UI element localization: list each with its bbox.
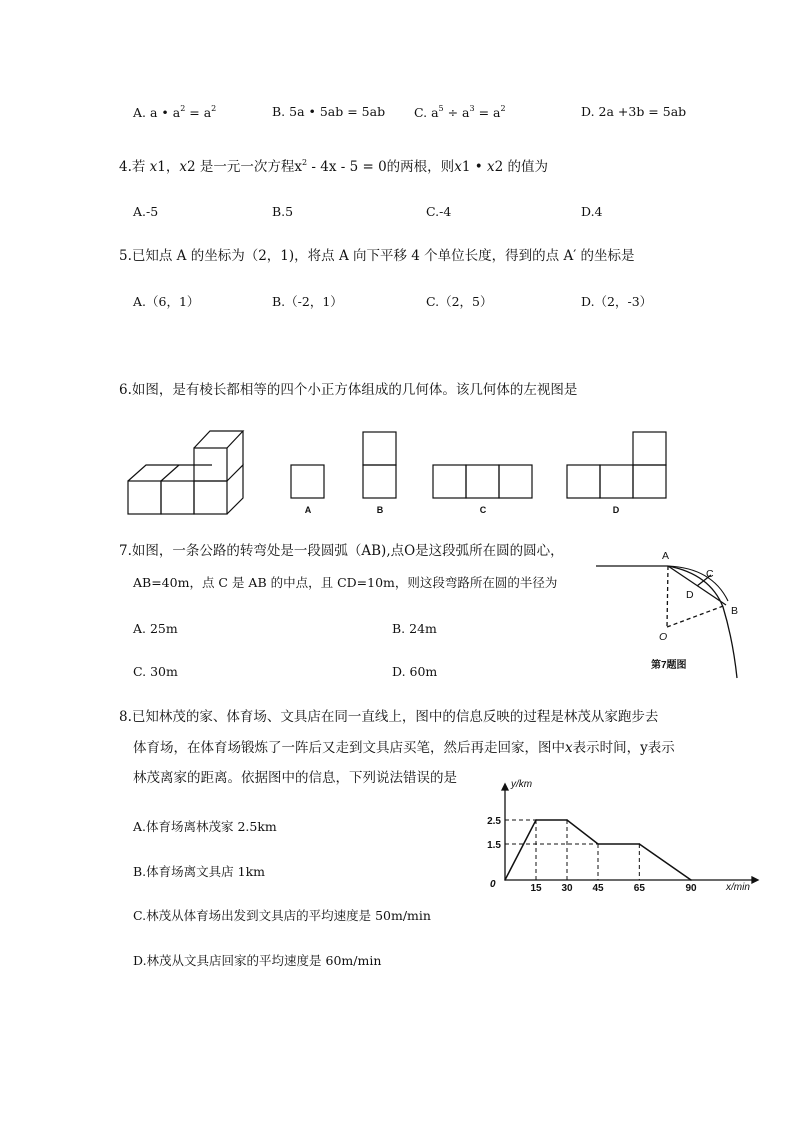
q6-label-b: B — [376, 505, 384, 515]
chart-x-tick-label: 15 — [530, 883, 542, 894]
chart-xlabel: x/min — [726, 882, 750, 893]
q5-option-a: A.（6，1） — [133, 294, 200, 309]
q8-option-c: C.林茂从体育场出发到文具店的平均速度是 50m/min — [133, 908, 431, 923]
q5-option-d: D.（2，-3） — [581, 294, 653, 309]
q6-label-a: A — [304, 505, 312, 515]
q4-option-b: B.5 — [272, 204, 294, 219]
chart-y-arrow — [502, 784, 508, 790]
q7-label-a: A — [662, 550, 670, 562]
q6-stem: 6.如图，是有棱长都相等的四个小正方体组成的几何体。该几何体的左视图是 — [119, 382, 578, 398]
q5-option-c: C.（2，5） — [426, 294, 493, 309]
q7-option-b: B. 24m — [392, 621, 437, 636]
q7-option-c: C. 30m — [133, 664, 178, 679]
chart-point — [535, 819, 537, 821]
q4-option-c: C.-4 — [426, 204, 452, 219]
q3-option-d: D. 2a +3b = 5ab — [581, 104, 687, 119]
q3-option-c: C. $a^5 \div a^3 = a^2$ — [414, 104, 506, 120]
chart-y-tick-label: 2.5 — [487, 816, 501, 827]
chart-point — [639, 843, 641, 845]
q5-stem: 5.已知点 A 的坐标为（2，1)，将点 A 向下平移 4 个单位长度，得到的点 A′ 的坐标是 — [119, 248, 635, 264]
q7-label-b: B — [731, 605, 739, 617]
q4-option-a: A.-5 — [133, 204, 159, 219]
chart-point — [597, 843, 599, 845]
q7-label-o: O — [659, 631, 668, 643]
q8-option-d: D.林茂从文具店回家的平均速度是 60m/min — [133, 953, 382, 968]
q4-stem: 4.若 x1，x2 是一元一次方程$x^2 - 4x - 5 = 0$的两根，则x1 • x2 的值为 — [119, 158, 548, 175]
q7-option-d: D. 60m — [392, 664, 438, 679]
q6-label-d: D — [612, 505, 620, 515]
q7-option-a: A. 25m — [133, 621, 178, 636]
q4-option-d: D.4 — [581, 204, 603, 219]
chart-point — [690, 879, 692, 881]
q7-caption: 第7题图 — [651, 660, 687, 671]
q3-option-b: B. 5a • 5ab = 5ab — [272, 104, 386, 119]
chart-ylabel: y/km — [511, 779, 533, 790]
chart-x-arrow — [752, 877, 758, 883]
q6-label-c: C — [479, 505, 487, 515]
chart-origin-label: 0 — [490, 879, 496, 890]
q8-option-a: A.体育场离林茂家 2.5km — [133, 819, 277, 834]
chart-y-tick-label: 1.5 — [487, 840, 501, 851]
q7-label-d: D — [686, 589, 694, 601]
chart-x-tick-label: 30 — [561, 883, 573, 894]
q7-stem-line1: 7.如图，一条公路的转弯处是一段圆弧（AB),点O是这段弧所在圆的圆心， — [119, 543, 564, 559]
q7-label-c: C — [706, 568, 714, 580]
chart-x-tick-label: 65 — [633, 883, 645, 894]
q8-stem-line1: 8.已知林茂的家、体育场、文具店在同一直线上，图中的信息反映的过程是林茂从家跑步去 — [119, 709, 659, 725]
chart-point — [504, 879, 506, 881]
q8-stem-line2: 体育场，在体育场锻炼了一阵后又走到文具店买笔，然后再走回家，图中x表示时间，y表示 — [133, 740, 675, 756]
q7-stem-line2: AB=40m，点 C 是 AB 的中点，且 CD=10m，则这段弯路所在圆的半径为 — [133, 575, 558, 590]
chart-point — [566, 819, 568, 821]
q8-stem-line3: 林茂离家的距离。依据图中的信息，下列说法错误的是 — [133, 770, 457, 786]
chart-x-tick-label: 90 — [685, 883, 697, 894]
q3-option-a: A. a • $a^2 = a^2$ — [133, 104, 217, 120]
chart-series-line — [505, 820, 691, 880]
q8-option-b: B.体育场离文具店 1km — [133, 864, 266, 879]
q5-option-b: B.（-2，1） — [272, 294, 343, 309]
chart-x-tick-label: 45 — [592, 883, 604, 894]
